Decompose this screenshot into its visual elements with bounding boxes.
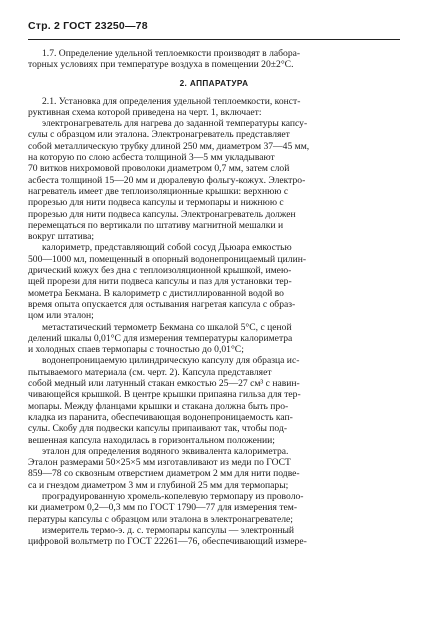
body-line: на которую по слою асбеста толщиной 3—5 мм укладывают bbox=[28, 152, 275, 164]
body-line: цифровой вольтметр по ГОСТ 22261—76, обеспечивающий измере- bbox=[28, 536, 307, 548]
body-line: цом или эталон; bbox=[28, 310, 94, 322]
body-text bbox=[28, 96, 400, 548]
body-line: водонепроницаемую цилиндрическую капсулу для образца ис- bbox=[42, 355, 300, 367]
page-header: Стр. 2 ГОСТ 23250—78 bbox=[28, 20, 148, 32]
header-rule bbox=[28, 39, 400, 40]
body-line: проградуированную хромель-копелевую термопару из проволо- bbox=[42, 490, 304, 502]
body-line: мометра Бекмана. В калориметр с дистиллированной водой во bbox=[28, 287, 284, 299]
body-line: и холодных спаев термопары с точностью до 0,01°С; bbox=[28, 344, 244, 356]
body-line: вешенная капсула находилась в горизонтальном положении; bbox=[28, 434, 275, 446]
body-line: кладка из паранита, обеспечивающая водонепроницаемость кап- bbox=[28, 411, 293, 423]
body-line: руктивная схема которой приведена на черт. 1, включает: bbox=[28, 106, 262, 118]
body-line: 500—1000 мл, помещенный в опорный водонепроницаемый цилин- bbox=[28, 253, 307, 265]
body-line: эталон для определения водяного эквивалента калориметра. bbox=[42, 445, 289, 457]
body-line: калориметр, представляющий собой сосуд Дьюара емкостью bbox=[42, 242, 292, 254]
body-line: электронагреватель для нагрева до заданной температуры капсу- bbox=[42, 118, 308, 130]
body-line: дрический кожух без дна с теплоизоляционной крышкой, имею- bbox=[28, 265, 292, 277]
body-line: время опыта опускается для остывания нагретая капсула с образ- bbox=[28, 298, 296, 310]
body-line: делений шкалы 0,01°С для измерения температуры калориметра bbox=[28, 332, 293, 344]
section-title: 2. АППАРАТУРА bbox=[179, 78, 249, 88]
body-line: ки диаметром 0,2—0,3 мм по ГОСТ 1790—77 для измерения тем- bbox=[28, 502, 298, 514]
body-line: пытываемого материала (см. черт. 2). Капсула представляет bbox=[28, 366, 272, 378]
body-line: 859—78 со сквозным отверстием диаметром 2 мм для нити подве- bbox=[28, 468, 300, 480]
body-line: собой медный или латунный стакан емкостью 25—27 см³ с навин- bbox=[28, 378, 300, 390]
body-line: нагреватель имеет две теплоизоляционные крышки: верхнюю с bbox=[28, 185, 289, 197]
body-line: мопары. Между фланцами крышки и стакана должна быть про- bbox=[28, 400, 289, 412]
body-line: перемещаться по вертикали по штативу магнитной мешалки и bbox=[28, 219, 284, 231]
body-line: пературы капсулы с образцом или эталона в электронагревателе; bbox=[28, 513, 293, 525]
body-line: асбеста толщиной 15—20 мм и дюралевую фольгу-кожух. Электро- bbox=[28, 174, 306, 186]
body-line: 2.1. Установка для определения удельной теплоемкости, конст- bbox=[42, 95, 301, 107]
body-line: щей прорези для нити подвеса капсулы и паз для установки тер- bbox=[28, 276, 292, 288]
body-line: измеритель термо-э. д. с. термопары капсулы — электронный bbox=[42, 524, 295, 536]
body-line: Эталон размерами 50×25×5 мм изготавливают из меди по ГОСТ bbox=[28, 457, 291, 469]
body-line: прорезью для нити подвеса капсулы. Электронагреватель должен bbox=[28, 208, 296, 220]
body-line: чивающейся крышкой. В центре крышки припаяна гильза для тер- bbox=[28, 389, 301, 401]
clause-1-7-line-2: торных условиях при температуре воздуха в помещении 20±2°С. bbox=[28, 59, 294, 71]
body-line: 70 витков нихромовой проволоки диаметром 0,7 мм, затем слой bbox=[28, 163, 290, 175]
clause-1-7-line-1: 1.7. Определение удельной теплоемкости производят в лабора- bbox=[42, 48, 301, 59]
body-line: прорезью для нити подвеса капсулы и термопары и нижнюю с bbox=[28, 197, 284, 209]
body-line: сулы. Скобу для подвески капсулы припаивают так, чтобы под- bbox=[28, 423, 288, 435]
body-line: вокруг штатива; bbox=[28, 231, 95, 243]
body-line: са и гнездом диаметром 3 мм и глубиной 25 мм для термопары; bbox=[28, 479, 289, 491]
body-line: сулы с образцом или эталона. Электронагреватель представляет bbox=[28, 129, 290, 141]
body-line: метастатический термометр Бекмана со шкалой 5°С, с ценой bbox=[42, 321, 292, 333]
body-line: собой металлическую трубку длиной 250 мм, диаметром 37—45 мм, bbox=[28, 140, 310, 152]
